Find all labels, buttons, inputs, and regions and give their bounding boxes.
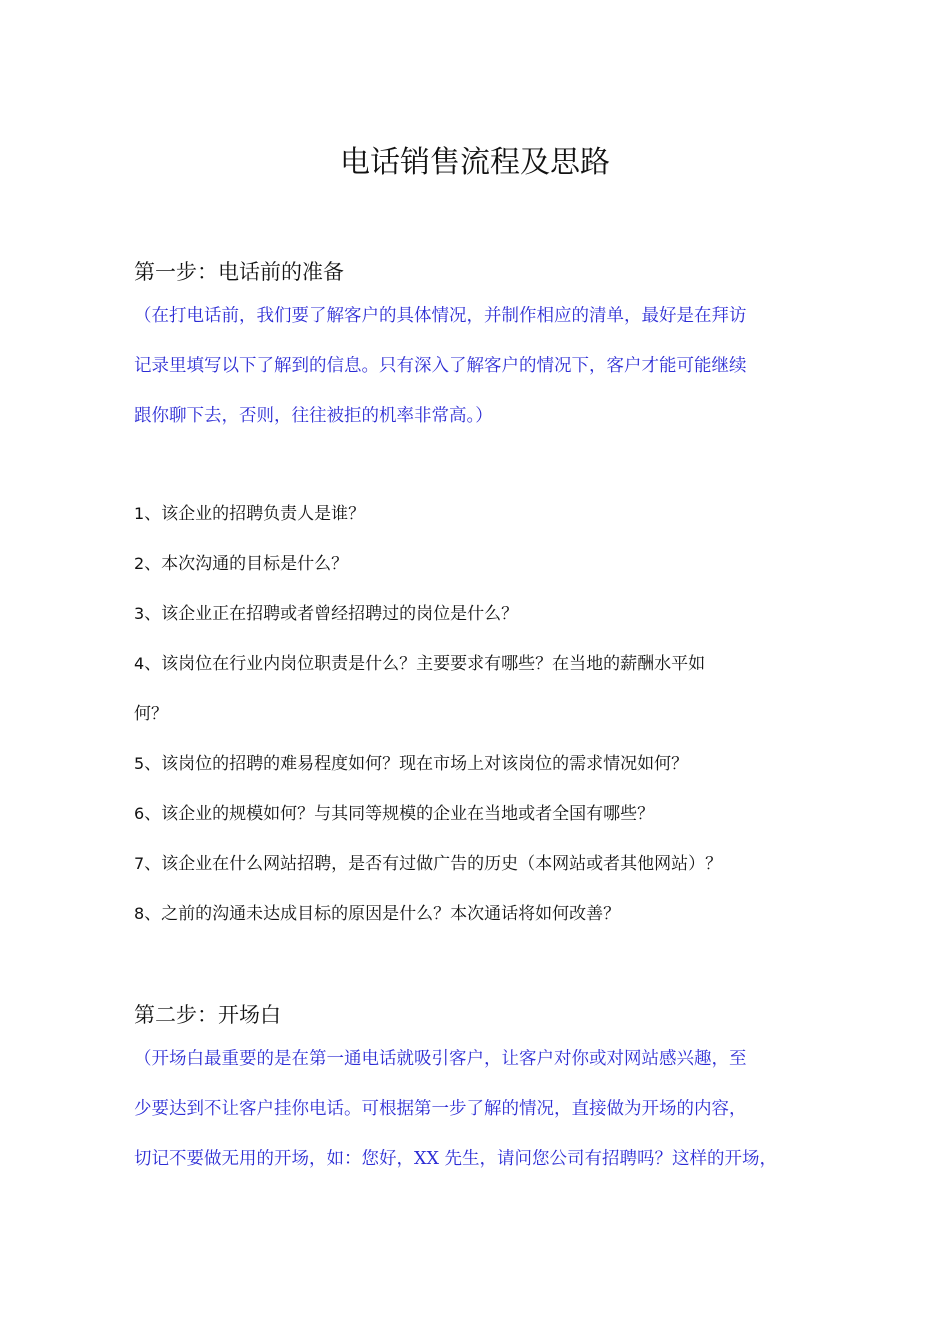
list-item-text: 、该企业正在招聘或者曾经招聘过的岗位是什么？ <box>144 604 519 624</box>
question-list <box>134 489 824 939</box>
list-item-text: 、本次沟通的目标是什么？ <box>144 554 349 574</box>
list-item-number: 6 <box>134 804 145 823</box>
list-item-text: 、该企业的招聘负责人是谁？ <box>144 504 366 524</box>
step1-heading: 第一步：电话前的准备 <box>134 260 344 284</box>
list-item-number: 7 <box>134 854 145 873</box>
list-item-text: 、该岗位的招聘的难易程度如何？现在市场上对该岗位的需求情况如何？ <box>144 754 689 774</box>
step1-note-line: 跟你聊下去，否则，往往被拒的机率非常高。） <box>134 406 493 426</box>
step2-note <box>134 1034 834 1184</box>
list-item-text: 、该岗位在行业内岗位职责是什么？主要要求有哪些？在当地的薪酬水平如 <box>144 654 706 674</box>
step1-note <box>134 291 834 441</box>
step2-note-line: （开场白最重要的是在第一通电话就吸引客户，让客户对你或对网站感兴趣，至 <box>134 1049 747 1069</box>
list-item <box>134 489 824 539</box>
list-item-number: 4 <box>134 654 145 673</box>
list-item <box>134 889 824 939</box>
list-item-number: 5 <box>134 754 145 773</box>
list-item <box>134 589 824 639</box>
list-item <box>134 639 824 689</box>
list-item <box>134 839 824 889</box>
list-item-continuation: 何？ <box>134 704 168 724</box>
step2-note-line: 少要达到不让客户挂你电话。可根据第一步了解的情况，直接做为开场的内容， <box>134 1099 747 1119</box>
list-item-number: 3 <box>134 604 145 623</box>
step2-note-line: 切记不要做无用的开场，如：您好，XX 先生，请问您公司有招聘吗？这样的开场， <box>134 1149 777 1169</box>
step2-heading: 第二步：开场白 <box>134 1003 281 1027</box>
document-title: 电话销售流程及思路 <box>340 145 610 180</box>
list-item-text: 、该企业的规模如何？与其同等规模的企业在当地或者全国有哪些？ <box>144 804 655 824</box>
list-item <box>134 789 824 839</box>
list-item-text: 、之前的沟通未达成目标的原因是什么？本次通话将如何改善？ <box>144 904 621 924</box>
step1-note-line: （在打电话前，我们要了解客户的具体情况，并制作相应的清单，最好是在拜访 <box>134 306 747 326</box>
list-item-number: 1 <box>134 504 145 523</box>
list-item <box>134 539 824 589</box>
list-item-text: 、该企业在什么网站招聘，是否有过做广告的历史（本网站或者其他网站）？ <box>144 854 723 874</box>
list-item-number: 2 <box>134 554 145 573</box>
list-item <box>134 739 824 789</box>
step1-note-line: 记录里填写以下了解到的信息。只有深入了解客户的情况下，客户才能可能继续 <box>134 356 747 376</box>
list-item-number: 8 <box>134 904 145 923</box>
